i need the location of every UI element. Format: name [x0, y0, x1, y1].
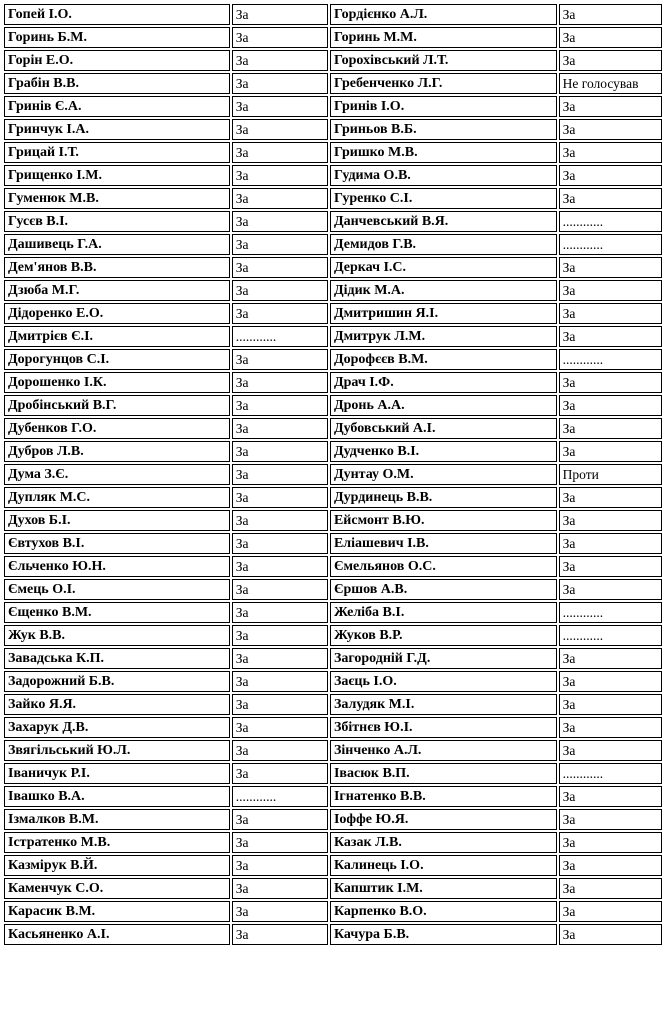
table-row	[4, 625, 662, 646]
vote-result-cell: ............	[232, 786, 328, 807]
deputy-name-cell: Горинь М.М.	[330, 27, 557, 48]
vote-result-cell: За	[559, 671, 662, 692]
vote-result-cell: ............	[559, 763, 662, 784]
deputy-name-cell: Дурдинець В.В.	[330, 487, 557, 508]
vote-result-cell: Проти	[559, 464, 662, 485]
vote-result-cell: За	[232, 303, 328, 324]
vote-result-cell: За	[232, 579, 328, 600]
vote-result-cell: За	[559, 901, 662, 922]
deputy-name-cell: Еліашевич І.В.	[330, 533, 557, 554]
deputy-name-cell: Гудима О.В.	[330, 165, 557, 186]
table-row	[4, 809, 662, 830]
vote-result-cell: За	[232, 556, 328, 577]
deputy-name-cell: Гусєв В.І.	[4, 211, 230, 232]
vote-result-cell: За	[232, 372, 328, 393]
table-row	[4, 717, 662, 738]
vote-result-cell: За	[232, 878, 328, 899]
deputy-name-cell: Горін Е.О.	[4, 50, 230, 71]
vote-result-cell: За	[559, 303, 662, 324]
deputy-name-cell: Капштик І.М.	[330, 878, 557, 899]
vote-result-cell: ............	[559, 602, 662, 623]
vote-result-cell: За	[559, 257, 662, 278]
vote-result-cell: За	[232, 280, 328, 301]
vote-result-cell: За	[559, 326, 662, 347]
table-row	[4, 96, 662, 117]
deputy-name-cell: Каменчук С.О.	[4, 878, 230, 899]
vote-result-cell: За	[232, 602, 328, 623]
deputy-name-cell: Євтухов В.І.	[4, 533, 230, 554]
vote-result-cell: За	[559, 717, 662, 738]
vote-result-cell: За	[559, 809, 662, 830]
vote-result-cell: За	[232, 464, 328, 485]
vote-result-cell: За	[232, 395, 328, 416]
deputy-name-cell: Горинь Б.М.	[4, 27, 230, 48]
vote-result-cell: За	[559, 648, 662, 669]
deputy-name-cell: Ємець О.І.	[4, 579, 230, 600]
deputy-name-cell: Дубров Л.В.	[4, 441, 230, 462]
table-row	[4, 487, 662, 508]
vote-result-cell: За	[232, 441, 328, 462]
vote-result-cell: За	[232, 73, 328, 94]
vote-result-cell: За	[232, 832, 328, 853]
deputy-name-cell: Духов Б.І.	[4, 510, 230, 531]
vote-result-cell: За	[559, 832, 662, 853]
vote-result-cell: За	[559, 855, 662, 876]
vote-result-cell: ............	[232, 326, 328, 347]
deputy-name-cell: Дубенков Г.О.	[4, 418, 230, 439]
deputy-name-cell: Калинець І.О.	[330, 855, 557, 876]
deputy-name-cell: Горохівський Л.Т.	[330, 50, 557, 71]
deputy-name-cell: Зінченко А.Л.	[330, 740, 557, 761]
deputy-name-cell: Гришко М.В.	[330, 142, 557, 163]
table-row	[4, 50, 662, 71]
vote-result-cell: За	[232, 211, 328, 232]
table-row	[4, 280, 662, 301]
deputy-name-cell: Дорогунцов С.І.	[4, 349, 230, 370]
vote-result-cell: За	[559, 441, 662, 462]
vote-result-cell: За	[559, 280, 662, 301]
deputy-name-cell: Жуков В.Р.	[330, 625, 557, 646]
deputy-name-cell: Ейсмонт В.Ю.	[330, 510, 557, 531]
table-row	[4, 349, 662, 370]
deputy-name-cell: Гопей І.О.	[4, 4, 230, 25]
vote-result-cell: За	[559, 165, 662, 186]
table-row	[4, 878, 662, 899]
vote-result-cell: За	[559, 786, 662, 807]
deputy-name-cell: Гринів І.О.	[330, 96, 557, 117]
table-row	[4, 648, 662, 669]
table-row	[4, 188, 662, 209]
vote-results-body	[4, 4, 662, 945]
deputy-name-cell: Гринів Є.А.	[4, 96, 230, 117]
vote-result-cell: За	[232, 96, 328, 117]
vote-result-cell: За	[559, 395, 662, 416]
vote-result-cell: За	[559, 510, 662, 531]
table-row	[4, 119, 662, 140]
vote-result-cell: ............	[559, 211, 662, 232]
deputy-name-cell: Карасик В.М.	[4, 901, 230, 922]
deputy-name-cell: Дунтау О.М.	[330, 464, 557, 485]
table-row	[4, 786, 662, 807]
table-row	[4, 510, 662, 531]
vote-result-cell: За	[559, 533, 662, 554]
deputy-name-cell: Казміpук В.Й.	[4, 855, 230, 876]
vote-result-cell: За	[232, 119, 328, 140]
vote-result-cell: За	[559, 119, 662, 140]
deputy-name-cell: Дем'янов В.В.	[4, 257, 230, 278]
deputy-name-cell: Казак Л.В.	[330, 832, 557, 853]
table-row	[4, 579, 662, 600]
deputy-name-cell: Дідик М.А.	[330, 280, 557, 301]
deputy-name-cell: Гуменюк М.В.	[4, 188, 230, 209]
vote-result-cell: За	[232, 694, 328, 715]
deputy-name-cell: Демидов Г.В.	[330, 234, 557, 255]
deputy-name-cell: Єршов А.В.	[330, 579, 557, 600]
deputy-name-cell: Гриньов В.Б.	[330, 119, 557, 140]
vote-results-table	[2, 2, 664, 947]
deputy-name-cell: Дзюба М.Г.	[4, 280, 230, 301]
table-row	[4, 441, 662, 462]
vote-result-cell: За	[559, 418, 662, 439]
table-row	[4, 556, 662, 577]
deputy-name-cell: Дробінський В.Г.	[4, 395, 230, 416]
deputy-name-cell: Гринчук І.А.	[4, 119, 230, 140]
vote-result-cell: За	[232, 142, 328, 163]
vote-result-cell: За	[559, 924, 662, 945]
deputy-name-cell: Іоффе Ю.Я.	[330, 809, 557, 830]
vote-result-cell: ............	[559, 625, 662, 646]
vote-result-cell: За	[559, 878, 662, 899]
table-row	[4, 73, 662, 94]
deputy-name-cell: Дмитрук Л.М.	[330, 326, 557, 347]
deputy-name-cell: Драч І.Ф.	[330, 372, 557, 393]
deputy-name-cell: Істратенко М.В.	[4, 832, 230, 853]
vote-result-cell: За	[559, 27, 662, 48]
table-row	[4, 464, 662, 485]
vote-result-cell: За	[232, 740, 328, 761]
deputy-name-cell: Дорошенко І.К.	[4, 372, 230, 393]
vote-result-cell: За	[232, 50, 328, 71]
table-row	[4, 372, 662, 393]
deputy-name-cell: Гордієнко А.Л.	[330, 4, 557, 25]
vote-result-cell: За	[559, 142, 662, 163]
deputy-name-cell: Дмитришин Я.І.	[330, 303, 557, 324]
table-row	[4, 165, 662, 186]
vote-result-cell: За	[559, 487, 662, 508]
deputy-name-cell: Жук В.В.	[4, 625, 230, 646]
table-row	[4, 142, 662, 163]
deputy-name-cell: Грабін В.В.	[4, 73, 230, 94]
deputy-name-cell: Дубовський А.І.	[330, 418, 557, 439]
table-row	[4, 533, 662, 554]
table-row	[4, 763, 662, 784]
vote-result-cell: За	[232, 4, 328, 25]
table-row	[4, 901, 662, 922]
deputy-name-cell: Дорофєєв В.М.	[330, 349, 557, 370]
table-row	[4, 4, 662, 25]
deputy-name-cell: Грицай І.Т.	[4, 142, 230, 163]
vote-result-cell: За	[232, 165, 328, 186]
vote-result-cell: За	[232, 924, 328, 945]
vote-result-cell: За	[559, 372, 662, 393]
vote-result-cell: За	[232, 234, 328, 255]
table-row	[4, 395, 662, 416]
vote-result-cell: За	[559, 556, 662, 577]
table-row	[4, 855, 662, 876]
vote-result-cell: За	[559, 740, 662, 761]
table-row	[4, 671, 662, 692]
deputy-name-cell: Єщенко В.М.	[4, 602, 230, 623]
deputy-name-cell: Іваничук Р.І.	[4, 763, 230, 784]
vote-result-cell: За	[232, 533, 328, 554]
deputy-name-cell: Залудяк М.І.	[330, 694, 557, 715]
deputy-name-cell: Івасюк В.П.	[330, 763, 557, 784]
deputy-name-cell: Касьяненко А.І.	[4, 924, 230, 945]
deputy-name-cell: Данчевський В.Я.	[330, 211, 557, 232]
deputy-name-cell: Качура Б.В.	[330, 924, 557, 945]
deputy-name-cell: Заєць І.О.	[330, 671, 557, 692]
vote-result-cell: За	[232, 809, 328, 830]
deputy-name-cell: Завадська К.П.	[4, 648, 230, 669]
deputy-name-cell: Дашивець Г.А.	[4, 234, 230, 255]
deputy-name-cell: Ємельянов О.С.	[330, 556, 557, 577]
table-row	[4, 418, 662, 439]
table-row	[4, 27, 662, 48]
vote-result-cell: За	[232, 855, 328, 876]
table-row	[4, 694, 662, 715]
deputy-name-cell: Задорожний Б.В.	[4, 671, 230, 692]
table-row	[4, 602, 662, 623]
deputy-name-cell: Гуренко С.І.	[330, 188, 557, 209]
deputy-name-cell: Дмитрієв Є.І.	[4, 326, 230, 347]
deputy-name-cell: Грищенко І.М.	[4, 165, 230, 186]
vote-result-cell: За	[559, 50, 662, 71]
vote-result-cell: За	[232, 188, 328, 209]
deputy-name-cell: Дронь А.А.	[330, 395, 557, 416]
table-row	[4, 234, 662, 255]
vote-result-cell: ............	[559, 234, 662, 255]
deputy-name-cell: Звягільський Ю.Л.	[4, 740, 230, 761]
vote-result-cell: За	[559, 96, 662, 117]
deputy-name-cell: Єльченко Ю.Н.	[4, 556, 230, 577]
deputy-name-cell: Ізмалков В.М.	[4, 809, 230, 830]
vote-result-cell: За	[559, 579, 662, 600]
vote-result-cell: За	[232, 510, 328, 531]
vote-result-cell: За	[232, 671, 328, 692]
table-row	[4, 257, 662, 278]
table-row	[4, 924, 662, 945]
vote-result-cell: За	[232, 901, 328, 922]
deputy-name-cell: Загородній Г.Д.	[330, 648, 557, 669]
vote-result-cell: За	[232, 648, 328, 669]
deputy-name-cell: Івашко В.А.	[4, 786, 230, 807]
deputy-name-cell: Зайко Я.Я.	[4, 694, 230, 715]
vote-result-cell: ............	[559, 349, 662, 370]
table-row	[4, 303, 662, 324]
vote-result-cell: За	[232, 349, 328, 370]
vote-result-cell: За	[232, 257, 328, 278]
vote-result-cell: Не голосував	[559, 73, 662, 94]
vote-result-cell: За	[559, 694, 662, 715]
table-row	[4, 740, 662, 761]
vote-result-cell: За	[232, 418, 328, 439]
deputy-name-cell: Дудченко В.І.	[330, 441, 557, 462]
table-row	[4, 832, 662, 853]
vote-result-cell: За	[232, 717, 328, 738]
table-row	[4, 211, 662, 232]
vote-result-cell: За	[232, 27, 328, 48]
vote-result-cell: За	[559, 4, 662, 25]
deputy-name-cell: Дума З.Є.	[4, 464, 230, 485]
deputy-name-cell: Желіба В.І.	[330, 602, 557, 623]
vote-result-cell: За	[232, 763, 328, 784]
deputy-name-cell: Гребенченко Л.Г.	[330, 73, 557, 94]
deputy-name-cell: Збітнєв Ю.І.	[330, 717, 557, 738]
deputy-name-cell: Карпенко В.О.	[330, 901, 557, 922]
vote-result-cell: За	[559, 188, 662, 209]
deputy-name-cell: Дупляк М.С.	[4, 487, 230, 508]
deputy-name-cell: Деркач І.С.	[330, 257, 557, 278]
vote-result-cell: За	[232, 625, 328, 646]
table-row	[4, 326, 662, 347]
vote-result-cell: За	[232, 487, 328, 508]
deputy-name-cell: Ігнатенко В.В.	[330, 786, 557, 807]
deputy-name-cell: Дідоренко Е.О.	[4, 303, 230, 324]
deputy-name-cell: Захарук Д.В.	[4, 717, 230, 738]
